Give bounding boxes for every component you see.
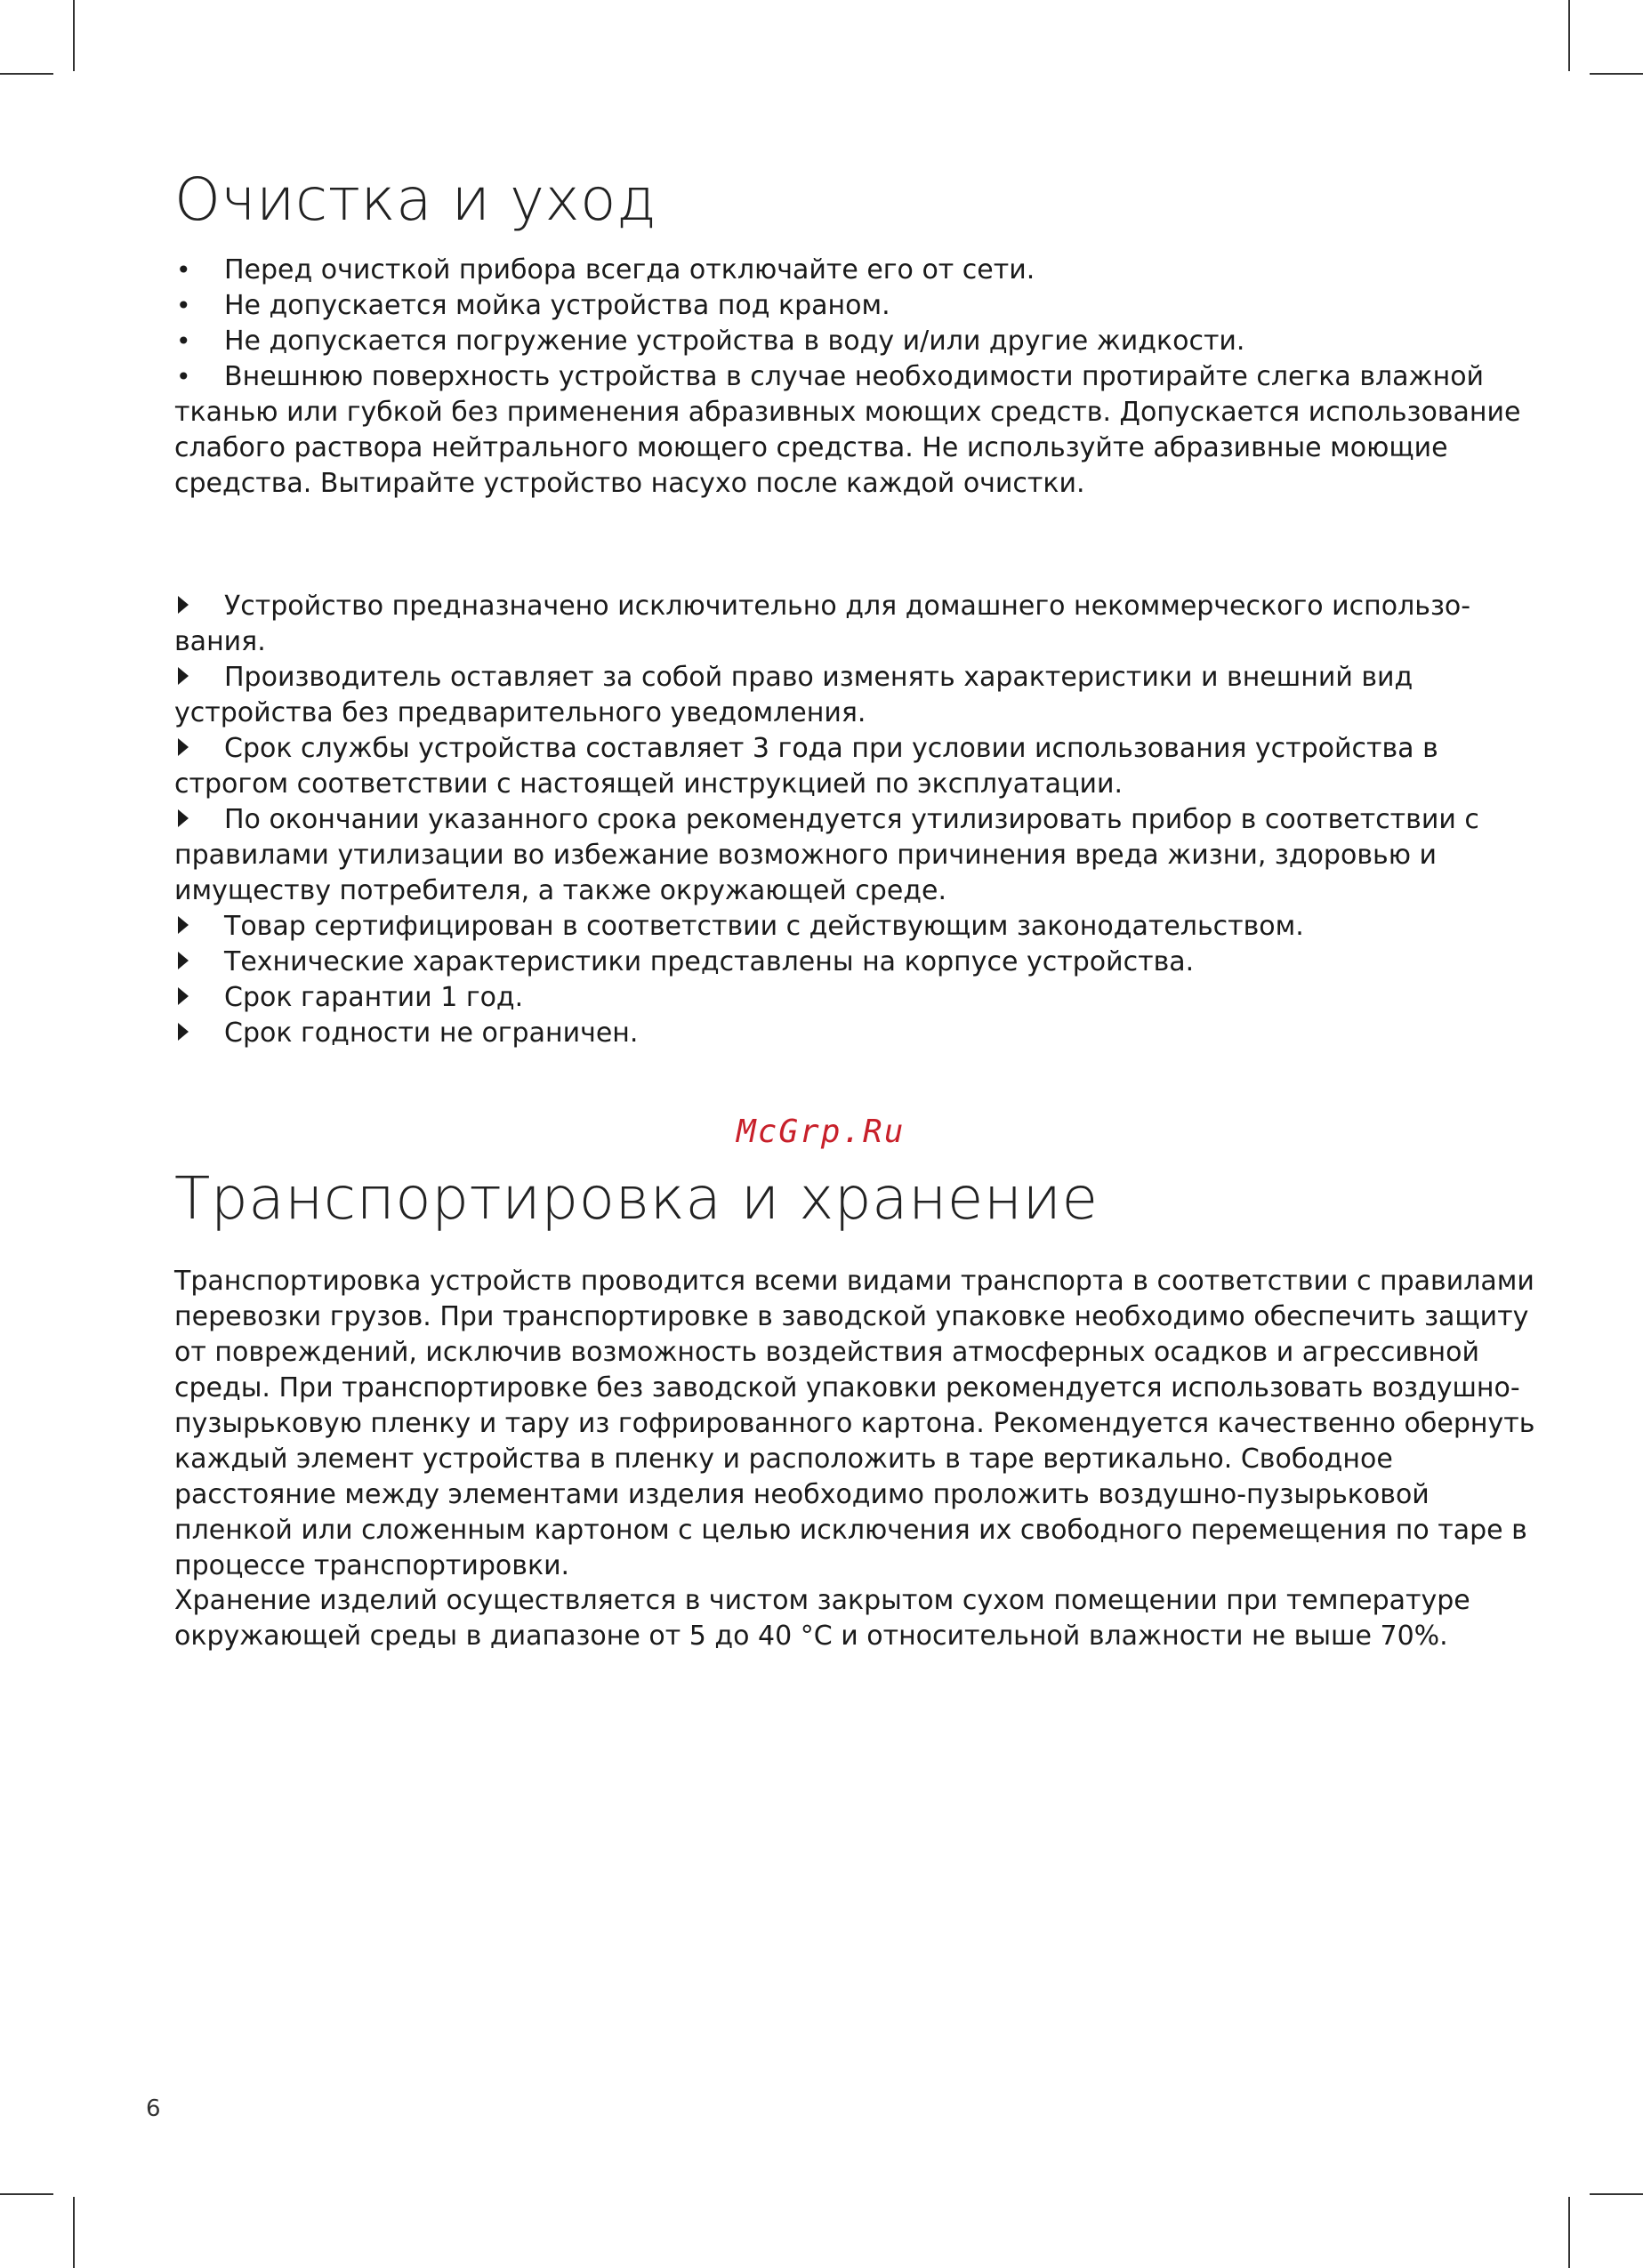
page-number: 6 <box>146 2095 161 2122</box>
bullet-dot: • <box>176 255 191 285</box>
triangle-bullet-icon <box>178 809 189 827</box>
list-item: По окончании указанного срока рекомендуется утилизировать прибор в соответствии с правилами утилизации во избежание возможного причинения вреда жизни, здоровью и имуществу потребителя, а также окружающей среде. <box>174 804 1479 906</box>
crop-mark <box>0 73 53 75</box>
crop-mark <box>73 2197 75 2268</box>
list-item: Срок службы устройства составляет 3 года при условии использования устройства в строгом соответствии с настоящей инструкцией по эксплуатации. <box>174 733 1438 800</box>
triangle-bullet-icon <box>178 667 189 685</box>
transport-paragraph: Транспортировка устройств проводится всеми видами транспорта в соответствии с правилами перевозки грузов. При транспортировке в заводской упаковке необходимо обеспечить защиту от повреждений, исключив возможность воздействия атмосферных осадков и агрессивной среды. При транспортировке без заводской упаковки рекомендуется использовать воздушно-пузырьковую пленку и тару из гофрированного картона. Рекомендуется качественно обернуть каждый элемент устройства в пленку и расположить в таре вертикально. Свободное расстояние между элементами изделия необходимо проложить воздушно-пузырьковой пленкой или сложенным картоном с целью исключения их свободного перемещения по таре в процессе транспортировки. <box>174 1266 1535 1581</box>
section-title-care: Очистка и уход <box>174 165 657 234</box>
crop-mark <box>1590 2193 1643 2195</box>
list-item: • Перед очисткой прибора всегда отключайте его от сети. <box>174 253 1544 288</box>
list-item: Срок гарантии 1 год. <box>174 980 1544 1016</box>
crop-mark <box>1590 73 1643 75</box>
crop-mark <box>73 0 75 71</box>
section-title-transport: Транспортировка и хранение <box>174 1164 1099 1233</box>
crop-mark <box>0 2193 53 2195</box>
triangle-bullet-icon <box>178 916 189 934</box>
notes-list <box>174 589 1544 1051</box>
watermark-text: McGrp.Ru <box>737 1114 906 1150</box>
list-item: Срок годности не ограничен. <box>174 1016 1544 1051</box>
crop-mark <box>1568 0 1570 71</box>
crop-mark <box>1568 2197 1570 2268</box>
triangle-bullet-icon <box>178 596 189 614</box>
storage-paragraph: Хранение изделий осуществляется в чистом закрытом сухом помещении при температуре окружающей среды в диапазоне от 5 до 40 °С и относительной влажности не выше 70%. <box>174 1585 1470 1652</box>
triangle-bullet-icon <box>178 987 189 1005</box>
care-bullet-list <box>174 253 1544 502</box>
list-item: • Внешнюю поверхность устройства в случае необходимости протирайте слегка влажной тканью или губкой без применения абразивных моющих средств. Допускается использование слабого раствора нейтрального моющего средства. Не используйте абразивные моющие средства. Вытирайте устройство насухо после каждой очистки. <box>174 361 1521 499</box>
triangle-bullet-icon <box>178 738 189 756</box>
list-item: • Не допускается мойка устройства под краном. <box>174 288 1544 324</box>
bullet-dot: • <box>176 326 191 356</box>
list-item: Устройство предназначено исключительно для домашнего некоммерческого использо- вания. <box>174 591 1471 657</box>
list-item: Товар сертифицирован в соответствии с действующим законодательством. <box>174 909 1544 945</box>
triangle-bullet-icon <box>178 1023 189 1041</box>
triangle-bullet-icon <box>178 952 189 969</box>
bullet-dot: • <box>176 362 191 391</box>
list-item: Технические характеристики представлены на корпусе устройства. <box>174 945 1544 980</box>
list-item: • Не допускается погружение устройства в воду и/или другие жидкости. <box>174 324 1544 359</box>
list-item: Производитель оставляет за собой право изменять характеристики и внешний вид устройства без предварительного уведомления. <box>174 662 1413 728</box>
bullet-dot: • <box>176 291 191 320</box>
